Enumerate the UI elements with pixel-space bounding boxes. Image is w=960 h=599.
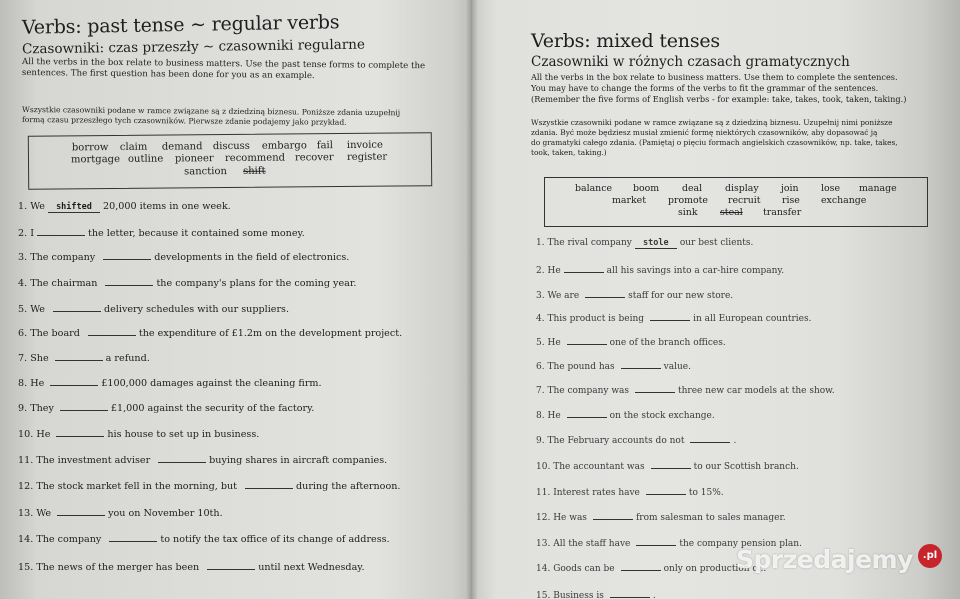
word: register <box>346 151 388 163</box>
watermark-logo: Sprzedajemy <box>736 545 913 574</box>
word: lose <box>821 183 841 194</box>
book-gutter <box>466 0 478 599</box>
word-struck: shift <box>243 165 266 177</box>
question-item: 1. We shifted 20,000 items in one week. <box>18 201 231 212</box>
question-item: 1. The rival company stole our best clients. <box>536 238 754 248</box>
answer-blank[interactable] <box>56 427 104 437</box>
word: join <box>781 183 799 194</box>
left-page <box>0 0 472 599</box>
question-item: 10. The accountant was to our Scottish branch. <box>536 459 799 472</box>
word: claim <box>119 141 148 153</box>
word: balance <box>575 183 613 194</box>
question-item: 12. The stock market fell in the morning, but during the afternoon. <box>18 481 401 492</box>
question-item: 15. Business is . <box>536 588 656 599</box>
answer-blank[interactable] <box>37 226 85 236</box>
word-box-row <box>29 139 431 154</box>
question-item: 3. The company developments in the field of electronics. <box>18 252 350 263</box>
question-item: 4. The chairman the company's plans for the coming year. <box>18 278 357 289</box>
question-item: 8. He on the stock exchange. <box>536 408 715 421</box>
answer-blank[interactable] <box>88 326 136 336</box>
answer-blank[interactable] <box>158 453 206 463</box>
question-item: 5. We delivery schedules with our suppliers. <box>18 304 289 315</box>
question-item: 6. The pound has value. <box>536 359 691 372</box>
page-subtitle: Czasowniki: czas przeszły ~ czasowniki regularne <box>21 36 366 58</box>
question-item: 10. He his house to set up in business. <box>18 429 260 440</box>
question-item: 8. He £100,000 damages against the cleaning firm. <box>18 378 322 389</box>
word: deal <box>682 183 703 194</box>
question-item: 6. The board the expenditure of £1.2m on the development project. <box>18 328 403 339</box>
word: pioneer <box>174 153 214 165</box>
answer-blank[interactable] <box>646 485 686 495</box>
word: mortgage <box>70 153 121 166</box>
word: borrow <box>71 142 109 154</box>
instructions-en: All the verbs in the box relate to business matters. Use the past tense forms to complete the sentences. The first question has been done for you as an example. <box>21 57 426 82</box>
answer-blank[interactable]: stole <box>635 239 677 249</box>
word: demand <box>161 141 203 153</box>
answer-blank[interactable] <box>50 376 98 386</box>
question-item: 7. The company was three new car models at the show. <box>536 383 835 396</box>
word: invoice <box>346 139 383 151</box>
word: market <box>612 195 646 206</box>
answer-blank[interactable] <box>567 335 607 345</box>
question-item: 9. The February accounts do not . <box>536 433 736 446</box>
word: discuss <box>212 140 250 153</box>
word: boom <box>633 183 660 194</box>
question-item: 12. He was from salesman to sales manager. <box>536 510 786 523</box>
answer-blank[interactable] <box>610 588 650 598</box>
answer-blank[interactable] <box>650 311 690 321</box>
question-item: 13. We you on November 10th. <box>18 508 223 519</box>
answer-blank[interactable] <box>635 383 675 393</box>
answer-blank[interactable] <box>105 276 153 286</box>
word-box <box>28 132 432 190</box>
word: recover <box>294 152 334 164</box>
word: recommend <box>224 152 286 165</box>
answer-blank[interactable] <box>621 561 661 571</box>
page-subtitle: Czasowniki w różnych czasach gramatycznych <box>531 54 850 70</box>
question-item: 2. He all his savings into a car-hire company. <box>536 263 784 276</box>
instructions-pl: Wszystkie czasowniki podane w ramce związane są z dziedziną biznesu. Uzupełnij nimi poniższe zdania. Być może będziesz musiał zmienić formę niektórych czasowników, aby dopasować ją do gramatyki całego zdania. (Pamiętaj o pięciu formach angielskich czasowników, np. take, takes, took, taken, taking.) <box>531 118 898 157</box>
instructions-pl: Wszystkie czasowniki podane w ramce związane są z dziedziną biznesu. Poniższe zdania uzupełnij formą czasu przeszłego tych czasowników. Pierwsze zdanie podajemy jako przykład. <box>21 105 401 127</box>
answer-blank[interactable] <box>567 408 607 418</box>
word: rise <box>782 195 800 206</box>
word-box <box>544 177 928 227</box>
question-item: 2. I the letter, because it contained some money. <box>18 228 305 239</box>
word: embargo <box>261 140 307 152</box>
answer-blank[interactable] <box>53 302 101 312</box>
word: display <box>725 183 759 194</box>
answer-blank[interactable] <box>103 250 151 260</box>
answer-blank[interactable] <box>55 351 103 361</box>
answer-blank[interactable] <box>109 532 157 542</box>
answer-blank[interactable] <box>690 433 730 443</box>
word: manage <box>859 183 897 194</box>
word-struck: steal <box>720 207 743 218</box>
answer-blank[interactable] <box>564 263 604 273</box>
question-item: 9. They £1,000 against the security of the factory. <box>18 403 315 414</box>
question-item: 11. The investment adviser buying shares in aircraft companies. <box>18 455 388 466</box>
answer-blank[interactable] <box>245 479 293 489</box>
question-item: 4. This product is being in all European countries. <box>536 311 811 324</box>
question-item: 14. Goods can be only on production o... <box>536 561 766 574</box>
word: recruit <box>728 195 761 206</box>
answer-blank[interactable]: shifted <box>48 203 100 213</box>
word: exchange <box>821 195 867 206</box>
word: transfer <box>763 207 802 218</box>
question-item: 7. She a refund. <box>18 353 150 364</box>
question-item: 3. We are staff for our new store. <box>536 288 733 301</box>
word: sink <box>678 207 698 218</box>
question-item: 5. He one of the branch offices. <box>536 335 726 348</box>
answer-blank[interactable] <box>636 536 676 546</box>
page-title: Verbs: past tense ~ regular verbs <box>21 11 340 39</box>
answer-blank[interactable] <box>60 401 108 411</box>
watermark-badge: .pl <box>918 544 942 568</box>
instructions-en: All the verbs in the box relate to business matters. Use them to complete the sentences. You may have to change the forms of the verbs to fit the grammar of the sentences. (Remember the five forms of English verbs - for example: take, takes, took, taken, taking.) <box>531 72 907 104</box>
word: fail <box>316 140 333 152</box>
word: sanction <box>184 166 227 178</box>
answer-blank[interactable] <box>585 288 625 298</box>
answer-blank[interactable] <box>651 459 691 469</box>
question-item: 15. The news of the merger has been until next Wednesday. <box>18 562 365 573</box>
answer-blank[interactable] <box>207 560 255 570</box>
word: promote <box>668 195 708 206</box>
answer-blank[interactable] <box>621 359 661 369</box>
right-page <box>472 0 960 599</box>
answer-blank[interactable] <box>57 506 105 516</box>
word: outline <box>127 153 164 165</box>
answer-blank[interactable] <box>593 510 633 520</box>
question-item: 14. The company to notify the tax office of its change of address. <box>18 534 390 545</box>
question-item: 13. All the staff have the company pension plan. <box>536 536 802 549</box>
question-item: 11. Interest rates have to 15%. <box>536 485 724 498</box>
page-title: Verbs: mixed tenses <box>531 30 720 52</box>
